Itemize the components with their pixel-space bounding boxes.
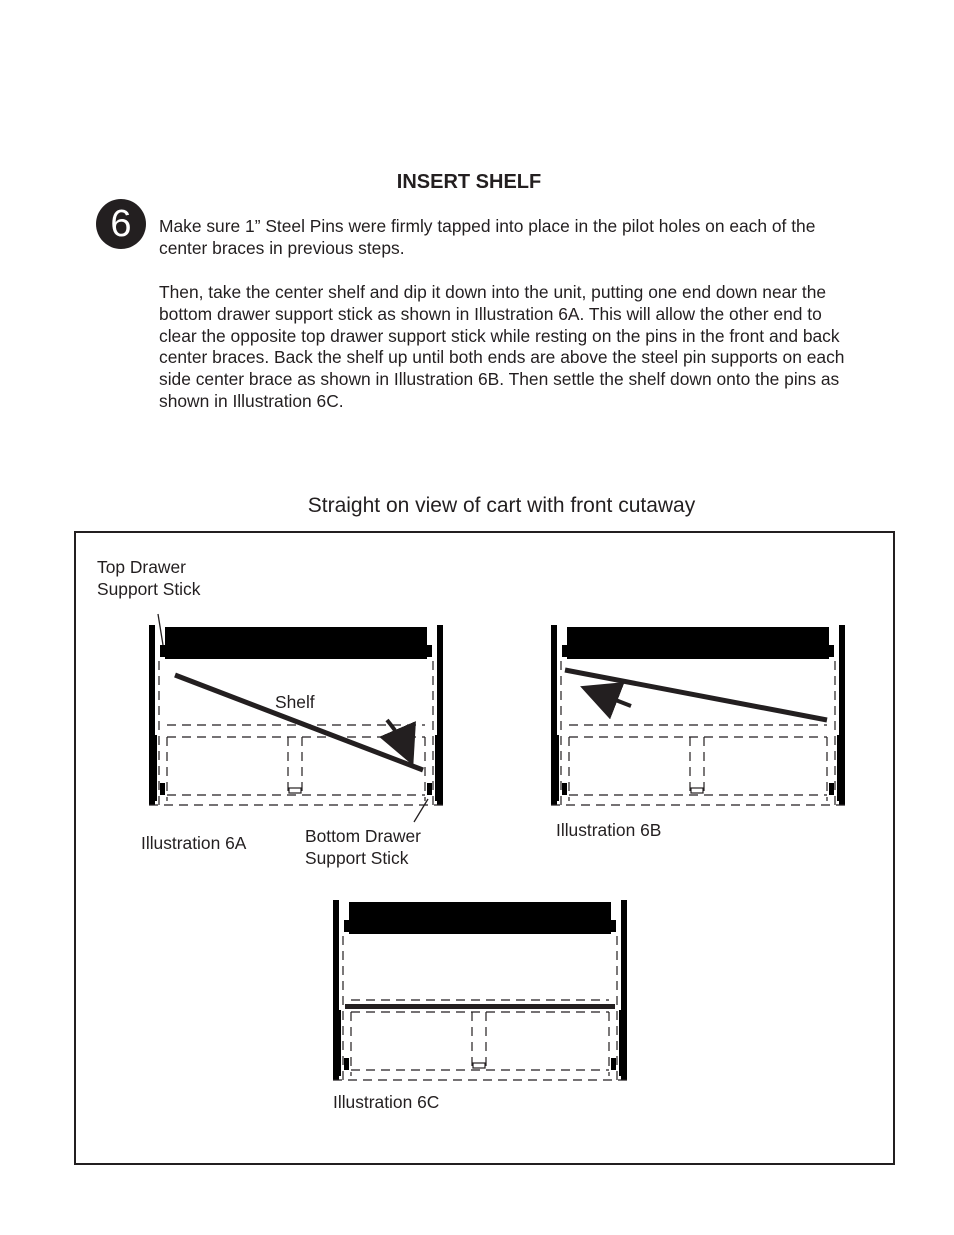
illustration-6b-label: Illustration 6B	[556, 820, 662, 840]
figure-caption: Straight on view of cart with front cutaway	[307, 494, 696, 517]
arrow-6b	[595, 692, 631, 706]
illustration-6a-label: Illustration 6A	[141, 833, 247, 853]
top-drawer-stick-label-line-1: Top Drawer	[97, 557, 186, 577]
shelf-label: Shelf	[275, 692, 315, 712]
shelf-6c	[345, 1004, 615, 1009]
top-drawer-stick-leader	[158, 614, 163, 645]
cart-lower-dashed-6b	[551, 661, 845, 805]
illustration-6a-drawing	[149, 625, 443, 805]
step-title: INSERT SHELF	[396, 171, 542, 193]
bottom-drawer-stick-label-line-1: Bottom Drawer	[305, 826, 421, 846]
shelf-6a	[175, 675, 423, 770]
instruction-paragraph-1: Make sure 1” Steel Pins were firmly tapped into place in the pilot holes on each of the center braces in previous steps.	[159, 216, 816, 258]
instruction-paragraph-2: Then, take the center shelf and dip it down into the unit, putting one end down near the bottom drawer support stick as shown in Illustration 6A. This will allow the other end to clear the opposite top drawer support stick while resting on the pins in the front and back center braces. Back the shelf up until both ends are above the steel pin supports on each side center brace as shown in Illustration 6B. Then settle the shelf down onto the pins as shown in Illustration 6C.	[159, 282, 845, 411]
bottom-drawer-stick-leader	[414, 799, 428, 822]
illustration-6c-label: Illustration 6C	[333, 1092, 440, 1112]
step-number-badge: 6	[96, 199, 146, 249]
cart-frame-6a	[149, 625, 443, 805]
bottom-drawer-stick-label-line-2: Support Stick	[305, 848, 409, 868]
illustration-6b-drawing	[551, 625, 845, 805]
cart-frame-6c	[333, 900, 627, 1080]
illustration-6c-drawing	[333, 900, 627, 1080]
top-drawer-stick-label-line-2: Support Stick	[97, 579, 201, 599]
